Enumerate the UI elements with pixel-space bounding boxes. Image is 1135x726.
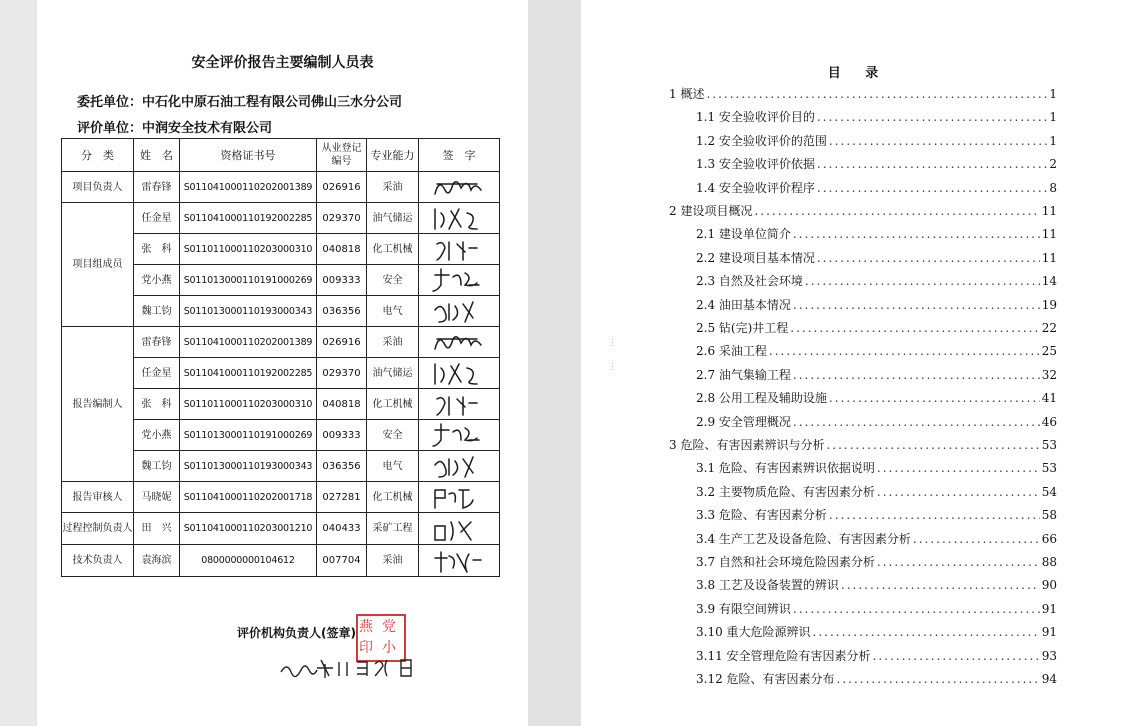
skill-cell: 采油 — [367, 172, 419, 203]
toc-page-number: 91 — [1041, 625, 1057, 640]
cert-number-cell: S011041000110192002285 — [180, 358, 317, 389]
toc-page-number: 14 — [1041, 274, 1057, 289]
cert-number-cell: S011013000110193000343 — [180, 451, 317, 482]
signature-cell — [419, 420, 500, 451]
toc-page-number: 32 — [1041, 367, 1057, 382]
toc-dot-leader — [813, 625, 1040, 639]
sign-label: 评价机构负责人(签章) — [237, 626, 356, 640]
skill-cell: 电气 — [367, 451, 419, 482]
toc-page-number: 91 — [1041, 601, 1057, 616]
table-row — [62, 545, 500, 577]
cert-number-cell: S011041000110202001718 — [180, 482, 317, 513]
registration-cell: 026916 — [317, 172, 367, 203]
toc-page-number: 8 — [1049, 180, 1057, 195]
name-cell: 马晓妮 — [134, 482, 180, 513]
toc-entry-title: 2.4 油田基本情况 — [696, 297, 791, 312]
skill-cell: 化工机械 — [367, 389, 419, 420]
toc-entry-title: 2.8 公用工程及辅助设施 — [696, 391, 827, 406]
table-row — [62, 482, 500, 513]
category-cell: 项目负责人 — [62, 172, 134, 203]
toc-title: 目 录 — [827, 66, 889, 81]
registration-cell: 040818 — [317, 234, 367, 265]
skill-cell: 油气储运 — [367, 203, 419, 234]
signature-icon — [429, 234, 489, 264]
name-cell: 任金星 — [134, 203, 180, 234]
toc-entry[interactable] — [669, 202, 1057, 220]
toc-dot-leader — [837, 672, 1040, 686]
name-cell: 张 科 — [134, 389, 180, 420]
cert-number-cell: S011041000110202001389 — [180, 327, 317, 358]
category-cell: 项目组成员 — [62, 203, 134, 327]
toc-entry-title: 1 概述 — [669, 87, 705, 101]
toc-entry[interactable] — [696, 389, 1057, 407]
margin-mark: ⋮ — [608, 362, 617, 372]
skill-cell: 安全 — [367, 420, 419, 451]
signature-icon — [429, 482, 489, 512]
toc-entry-title: 2.3 自然及社会环境 — [696, 274, 803, 289]
toc-dot-leader — [829, 508, 1040, 522]
toc-entry[interactable] — [696, 413, 1057, 431]
toc-page-number: 53 — [1041, 461, 1057, 476]
toc-dot-leader — [817, 181, 1047, 195]
toc-entry[interactable] — [696, 459, 1057, 477]
toc-entry[interactable] — [696, 530, 1057, 548]
registration-cell: 007704 — [317, 545, 367, 577]
skill-cell: 电气 — [367, 296, 419, 327]
toc-page-number: 58 — [1041, 508, 1057, 523]
registration-cell: 026916 — [317, 327, 367, 358]
signature-icon — [429, 327, 489, 357]
toc-page-number: 1 — [1049, 87, 1057, 101]
toc-dot-leader — [793, 298, 1040, 312]
registration-cell: 036356 — [317, 296, 367, 327]
toc-entry-title: 3.2 主要物质危险、有害因素分析 — [696, 484, 875, 499]
signature-cell — [419, 172, 500, 203]
table-row — [62, 327, 500, 358]
toc-page-number: 88 — [1041, 555, 1057, 569]
skill-cell: 化工机械 — [367, 234, 419, 265]
signature-cell — [419, 234, 500, 265]
signature-icon — [429, 514, 489, 544]
cert-number-cell: 0800000000104612 — [180, 545, 317, 577]
skill-cell: 采油 — [367, 327, 419, 358]
toc-dot-leader — [706, 87, 1047, 101]
toc-entry-title: 1.2 安全验收评价的范围 — [696, 133, 827, 148]
toc-entry-title: 1.4 安全验收评价程序 — [696, 180, 815, 195]
toc-entry[interactable] — [696, 342, 1057, 360]
toc-entry[interactable] — [696, 179, 1057, 197]
signature-cell — [419, 451, 500, 482]
name-cell: 田 兴 — [134, 513, 180, 545]
signature-cell — [419, 265, 500, 296]
name-cell: 魏工钧 — [134, 296, 180, 327]
toc-dot-leader — [829, 391, 1040, 405]
signature-cell — [419, 545, 500, 577]
cert-number-cell: S011013000110191000269 — [180, 265, 317, 296]
registration-cell: 040433 — [317, 513, 367, 545]
cert-number-cell: S011041000110203001210 — [180, 513, 317, 545]
header-cell: 签 字 — [419, 139, 500, 172]
toc-dot-leader — [841, 578, 1040, 592]
toc-dot-leader — [817, 251, 1040, 265]
toc-entry-title: 3.12 危险、有害因素分布 — [696, 672, 835, 686]
skill-cell: 安全 — [367, 265, 419, 296]
toc-entry-title: 3.4 生产工艺及设备危险、有害因素分析 — [696, 531, 911, 546]
toc-entry-title: 3.3 危险、有害因素分析 — [696, 508, 827, 523]
signature-icon — [429, 389, 489, 419]
category-cell: 报告编制人 — [62, 327, 134, 482]
signature-icon — [429, 265, 489, 295]
toc-entry[interactable] — [696, 670, 1057, 688]
signature-cell — [419, 296, 500, 327]
signature-icon — [429, 172, 489, 202]
client-line: 委托单位：中石化中原石油工程有限公司佛山三水分公司 — [77, 95, 403, 110]
toc-page-number: 22 — [1041, 321, 1057, 335]
toc-entry-title: 2.9 安全管理概况 — [696, 414, 791, 429]
skill-cell: 采矿工程 — [367, 513, 419, 545]
toc-page-number: 11 — [1041, 250, 1057, 265]
category-cell: 技术负责人 — [62, 545, 134, 577]
toc-dot-leader — [829, 134, 1047, 148]
signature-cell — [419, 203, 500, 234]
red-seal-stamp: 燕 党 印 小 — [356, 614, 406, 662]
toc-entry-title: 1.3 安全验收评价依据 — [696, 157, 815, 172]
registration-cell: 040818 — [317, 389, 367, 420]
toc-entry-title: 2.6 采油工程 — [696, 344, 767, 359]
skill-cell: 化工机械 — [367, 482, 419, 513]
signature-icon — [429, 203, 489, 233]
registration-cell: 009333 — [317, 420, 367, 451]
page-gutter — [528, 0, 581, 726]
toc-dot-leader — [877, 485, 1040, 499]
toc-dot-leader — [873, 649, 1040, 663]
toc-dot-leader — [793, 368, 1040, 382]
toc-dot-leader — [877, 555, 1040, 569]
toc-entry[interactable] — [696, 225, 1057, 243]
name-cell: 雷春锋 — [134, 327, 180, 358]
toc-page-number: 66 — [1041, 531, 1057, 546]
toc-page-number: 25 — [1041, 344, 1057, 359]
toc-entry[interactable] — [696, 506, 1057, 524]
signature-cell — [419, 482, 500, 513]
toc-entry[interactable] — [669, 85, 1057, 103]
toc-dot-leader — [793, 227, 1040, 241]
name-cell: 张 科 — [134, 234, 180, 265]
name-cell: 雷春锋 — [134, 172, 180, 203]
table-row — [62, 203, 500, 234]
toc-dot-leader — [913, 532, 1040, 546]
signature-icon — [429, 546, 489, 576]
name-cell: 袁海滨 — [134, 545, 180, 577]
registration-cell: 036356 — [317, 451, 367, 482]
toc-page-number: 1 — [1049, 110, 1057, 125]
toc-entry-title: 3.9 有限空间辨识 — [696, 601, 791, 616]
signature-icon — [429, 420, 489, 450]
skill-cell: 采油 — [367, 545, 419, 577]
toc-dot-leader — [793, 602, 1040, 616]
cert-number-cell: S011011000110203000310 — [180, 389, 317, 420]
page-title: 安全评价报告主要编制人员表 — [191, 55, 374, 71]
toc-dot-leader — [793, 415, 1040, 429]
cert-number-cell: S011011000110203000310 — [180, 234, 317, 265]
header-cell: 分 类 — [62, 139, 134, 172]
toc-entry[interactable] — [696, 623, 1057, 641]
registration-cell: 009333 — [317, 265, 367, 296]
toc-entry[interactable] — [696, 600, 1057, 618]
toc-page-number: 53 — [1041, 438, 1057, 452]
toc-entry-title: 1.1 安全验收评价目的 — [696, 110, 815, 125]
header-cell: 资格证书号 — [180, 139, 317, 172]
toc-entry[interactable] — [696, 272, 1057, 290]
cert-number-cell: S011013000110191000269 — [180, 420, 317, 451]
toc-entry-title: 3.7 自然和社会环境危险因素分析 — [696, 555, 875, 569]
toc-page-number: 41 — [1041, 391, 1057, 406]
toc-dot-leader — [817, 157, 1047, 171]
toc-entry-title: 3.8 工艺及设备装置的辨识 — [696, 578, 839, 593]
toc-entry-title: 2 建设项目概况 — [669, 204, 753, 218]
header-cell: 从业登记编号 — [317, 139, 367, 172]
toc-dot-leader — [769, 344, 1040, 358]
name-cell: 任金星 — [134, 358, 180, 389]
signature-cell — [419, 327, 500, 358]
category-cell: 过程控制负责人 — [62, 513, 134, 545]
name-cell: 党小燕 — [134, 265, 180, 296]
toc-entry[interactable] — [696, 366, 1057, 384]
toc-entry[interactable] — [696, 249, 1057, 267]
table-header-row — [62, 139, 500, 172]
toc-dot-leader — [754, 204, 1039, 218]
toc-dot-leader — [826, 438, 1039, 452]
header-cell: 姓 名 — [134, 139, 180, 172]
cert-number-cell: S011013000110193000343 — [180, 296, 317, 327]
signature-icon — [429, 451, 489, 481]
toc-entry-title: 3.1 危险、有害因素辨识依据说明 — [696, 461, 875, 476]
registration-cell: 029370 — [317, 358, 367, 389]
toc-page-number: 54 — [1041, 484, 1057, 499]
toc-entry[interactable] — [696, 108, 1057, 126]
toc-page-number: 19 — [1041, 297, 1057, 312]
evaluator-line: 评价单位：中润安全技术有限公司 — [77, 121, 273, 136]
staff-table — [61, 138, 500, 577]
name-cell: 魏工钧 — [134, 451, 180, 482]
toc-entry-title: 3 危险、有害因素辨识与分析 — [669, 438, 825, 452]
toc-entry[interactable] — [696, 576, 1057, 594]
toc-entry[interactable] — [696, 553, 1057, 571]
cert-number-cell: S011041000110192002285 — [180, 203, 317, 234]
toc-page-number: 11 — [1041, 227, 1057, 242]
toc-page — [581, 0, 1135, 726]
registration-cell: 027281 — [317, 482, 367, 513]
registration-cell: 029370 — [317, 203, 367, 234]
toc-entry-title: 2.7 油气集输工程 — [696, 367, 791, 382]
category-cell: 报告审核人 — [62, 482, 134, 513]
toc-entry[interactable] — [696, 319, 1057, 337]
toc-entry[interactable] — [696, 132, 1057, 150]
toc-page-number: 93 — [1041, 648, 1057, 663]
table-row — [62, 513, 500, 545]
toc-page-number: 11 — [1041, 204, 1057, 218]
margin-mark: ⋮ — [608, 338, 617, 348]
toc-page-number: 94 — [1041, 672, 1057, 686]
toc-entry-title: 3.11 安全管理危险有害因素分析 — [696, 648, 871, 663]
toc-entry[interactable] — [696, 296, 1057, 314]
toc-dot-leader — [877, 461, 1040, 475]
toc-entry-title: 2.2 建设项目基本情况 — [696, 250, 815, 265]
toc-entry[interactable] — [696, 155, 1057, 173]
staff-page — [37, 0, 528, 726]
name-cell: 党小燕 — [134, 420, 180, 451]
signature-cell — [419, 358, 500, 389]
handwritten-date — [277, 652, 427, 684]
toc-page-number: 90 — [1041, 578, 1057, 593]
toc-entry-title: 2.5 钻(完)井工程 — [696, 321, 789, 335]
cert-number-cell: S011041000110202001389 — [180, 172, 317, 203]
toc-page-number: 1 — [1049, 133, 1057, 148]
toc-dot-leader — [790, 321, 1039, 335]
signature-icon — [429, 296, 489, 326]
signature-icon — [429, 358, 489, 388]
toc-page-number: 46 — [1041, 414, 1057, 429]
table-row — [62, 172, 500, 203]
toc-entry-title: 2.1 建设单位简介 — [696, 227, 791, 242]
toc-page-number: 2 — [1049, 157, 1057, 172]
toc-entry[interactable] — [696, 647, 1057, 665]
toc-dot-leader — [805, 274, 1040, 288]
toc-entry[interactable] — [696, 483, 1057, 501]
signature-cell — [419, 389, 500, 420]
toc-entry-title: 3.10 重大危险源辨识 — [696, 625, 811, 640]
skill-cell: 油气储运 — [367, 358, 419, 389]
header-cell: 专业能力 — [367, 139, 419, 172]
toc-dot-leader — [817, 110, 1047, 124]
toc-entry[interactable] — [669, 436, 1057, 454]
signature-cell — [419, 513, 500, 545]
